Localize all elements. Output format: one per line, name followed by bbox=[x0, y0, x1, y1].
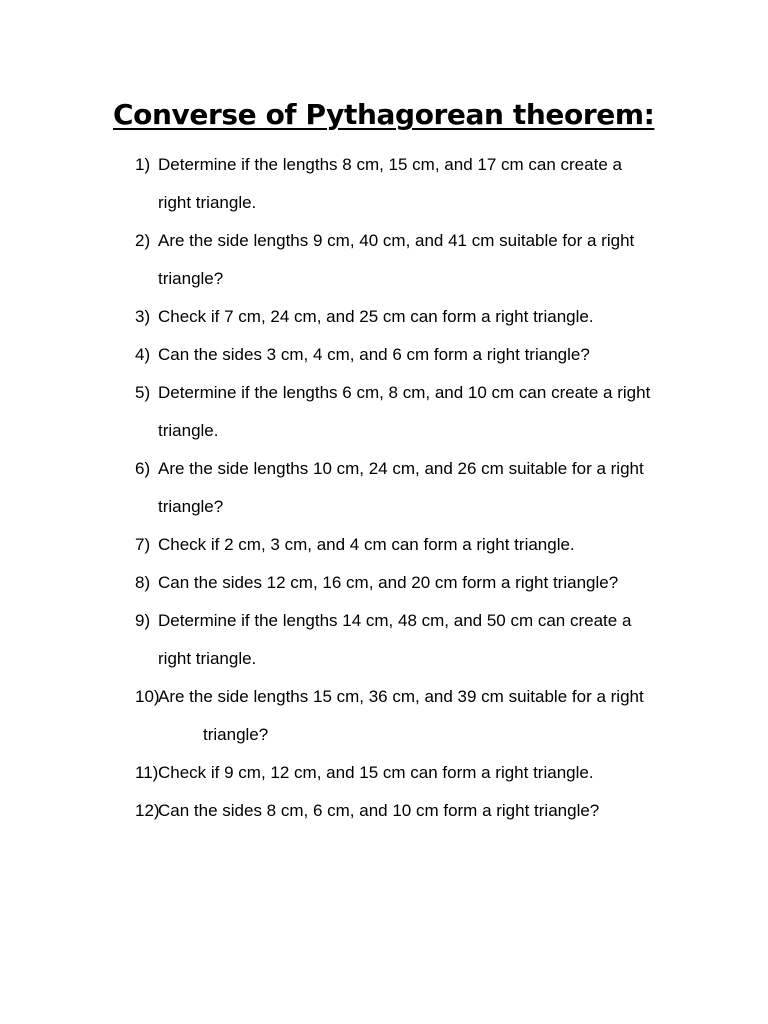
list-item bbox=[135, 374, 655, 450]
item-text: Check if 7 cm, 24 cm, and 25 cm can form a right triangle. bbox=[158, 307, 594, 326]
item-number: 11) bbox=[135, 763, 159, 782]
item-text: Check if 9 cm, 12 cm, and 15 cm can form a right triangle. bbox=[158, 763, 594, 782]
item-text: Are the side lengths 9 cm, 40 cm, and 41 cm suitable for a right triangle? bbox=[158, 231, 635, 288]
list-item bbox=[135, 564, 655, 602]
list-item bbox=[135, 602, 655, 678]
item-number: 7) bbox=[135, 535, 151, 554]
item-text: Can the sides 12 cm, 16 cm, and 20 cm form a right triangle? bbox=[158, 573, 619, 592]
item-number: 5) bbox=[135, 383, 151, 402]
item-number: 6) bbox=[135, 459, 151, 478]
item-number: 3) bbox=[135, 307, 151, 326]
item-text: Check if 2 cm, 3 cm, and 4 cm can form a right triangle. bbox=[158, 535, 575, 554]
list-item bbox=[135, 222, 655, 298]
item-number: 8) bbox=[135, 573, 151, 592]
item-text: Can the sides 3 cm, 4 cm, and 6 cm form a right triangle? bbox=[158, 345, 590, 364]
item-number: 9) bbox=[135, 611, 151, 630]
question-list bbox=[135, 146, 655, 830]
item-text: Determine if the lengths 14 cm, 48 cm, and 50 cm can create a right triangle. bbox=[158, 611, 632, 668]
item-number: 10) bbox=[135, 687, 160, 706]
list-item bbox=[135, 336, 655, 374]
item-number: 12) bbox=[135, 801, 160, 820]
list-item bbox=[135, 792, 655, 830]
item-text: Determine if the lengths 8 cm, 15 cm, and 17 cm can create a right triangle. bbox=[158, 155, 622, 212]
item-text: Are the side lengths 15 cm, 36 cm, and 39 cm suitable for a right triangle? bbox=[158, 687, 644, 744]
item-number: 1) bbox=[135, 155, 151, 174]
item-text: Can the sides 8 cm, 6 cm, and 10 cm form a right triangle? bbox=[158, 801, 600, 820]
list-item bbox=[135, 146, 655, 222]
list-item bbox=[135, 298, 655, 336]
list-item bbox=[135, 754, 655, 792]
page-title: Converse of Pythagorean theorem: bbox=[113, 98, 655, 131]
list-item bbox=[135, 450, 655, 526]
item-text: Are the side lengths 10 cm, 24 cm, and 26 cm suitable for a right triangle? bbox=[158, 459, 644, 516]
list-item bbox=[135, 678, 655, 754]
list-item bbox=[135, 526, 655, 564]
item-number: 4) bbox=[135, 345, 151, 364]
item-text: Determine if the lengths 6 cm, 8 cm, and 10 cm can create a right triangle. bbox=[158, 383, 651, 440]
item-number: 2) bbox=[135, 231, 151, 250]
